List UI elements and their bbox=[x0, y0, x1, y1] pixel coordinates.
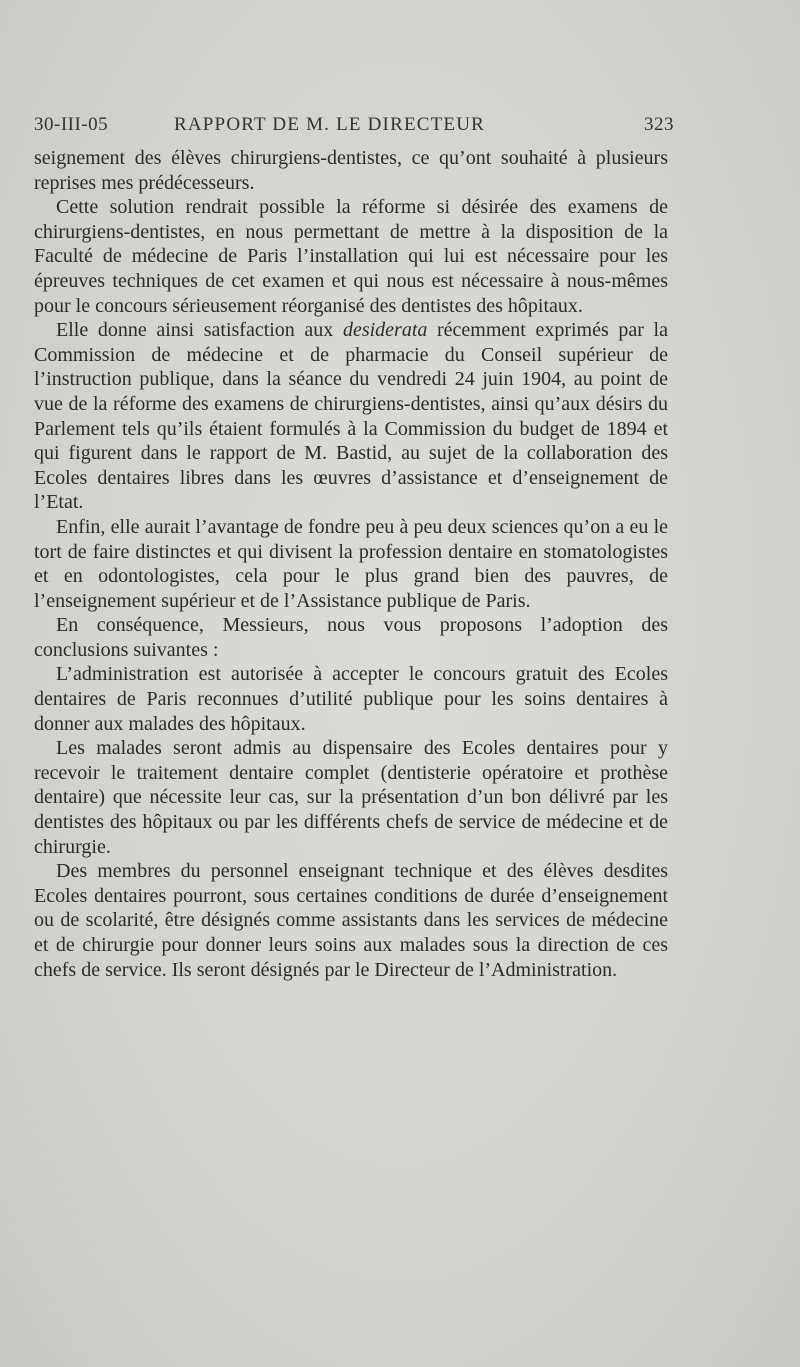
page-number: 323 bbox=[644, 114, 674, 135]
header-date: 30-III-05 bbox=[34, 114, 109, 135]
header-title: RAPPORT DE M. LE DIRECTEUR bbox=[174, 114, 486, 135]
paragraph-desiderata bbox=[34, 318, 668, 515]
paragraph-conclusion-3: Des membres du personnel enseignant technique et des élèves desdites Ecoles dentaires pourront, sous certaines conditions de durée d’enseignement ou de scolarité, être désignés comme assistants dans les services de médecine et de chirurgie pour donner leurs soins aux malades sous la direction de ces chefs de service. Ils seront désignés par le Directeur de l’Administration. bbox=[34, 860, 668, 981]
paragraph-continuation: seignement des élèves chirurgiens-dentistes, ce qu’ont souhaité à plusieurs reprises mes prédécesseurs. bbox=[34, 147, 668, 194]
paragraph-desiderata-after: récemment exprimés par la Commission de médecine et de pharmacie du Conseil supérieur de l’instruction publique, dans la séance du vendredi 24 juin 1904, au point de vue de la réforme des examens de chirurgiens-dentistes, ainsi qu’aux désirs du Parlement tels qu’ils étaient formulés à la Commission du budget de 1894 et qui figurent dans le rapport de M. Bastid, au sujet de la collaboration des Ecoles dentaires libres dans les œuvres d’assistance et d’enseignement de l’Etat. bbox=[34, 319, 668, 514]
paragraph-solution: Cette solution rendrait possible la réforme si désirée des examens de chirurgiens-dentistes, en nous permettant de mettre à la disposition de la Faculté de médecine de Paris l’installation qui lui est nécessaire pour les épreuves techniques de cet examen et qui nous est nécessaire à nous-mêmes pour le concours sérieusement réorganisé des dentistes des hôpitaux. bbox=[34, 196, 668, 317]
paragraph-conclusion-2: Les malades seront admis au dispensaire des Ecoles dentaires pour y recevoir le traitement dentaire complet (dentisterie opératoire et prothèse dentaire) que nécessite leur cas, sur la présentation d’un bon délivré par les dentistes des hôpitaux ou par les différents chefs de service de médecine et de chirurgie. bbox=[34, 737, 668, 858]
paragraph-enfin: Enfin, elle aurait l’avantage de fondre peu à peu deux sciences qu’on a eu le tort de faire distinctes et qui divisent la profession dentaire en stomatologistes et en odontologistes, cela pour le plus grand bien des pauvres, de l’enseignement supérieur et de l’Assistance publique de Paris. bbox=[34, 515, 668, 612]
running-head bbox=[34, 114, 674, 142]
paragraph-conclusion-1: L’administration est autorisée à accepter le concours gratuit des Ecoles dentaires de Paris reconnues d’utilité publique pour les soins dentaires à donner aux malades des hôpitaux. bbox=[34, 663, 668, 735]
paragraph-desiderata-italic: desiderata bbox=[342, 319, 428, 342]
paragraph-desiderata-before: Elle donne ainsi satisfaction aux bbox=[56, 319, 343, 342]
paragraph-consequence: En conséquence, Messieurs, nous vous proposons l’adoption des conclusions suivantes : bbox=[34, 614, 668, 661]
body-text bbox=[34, 146, 668, 982]
